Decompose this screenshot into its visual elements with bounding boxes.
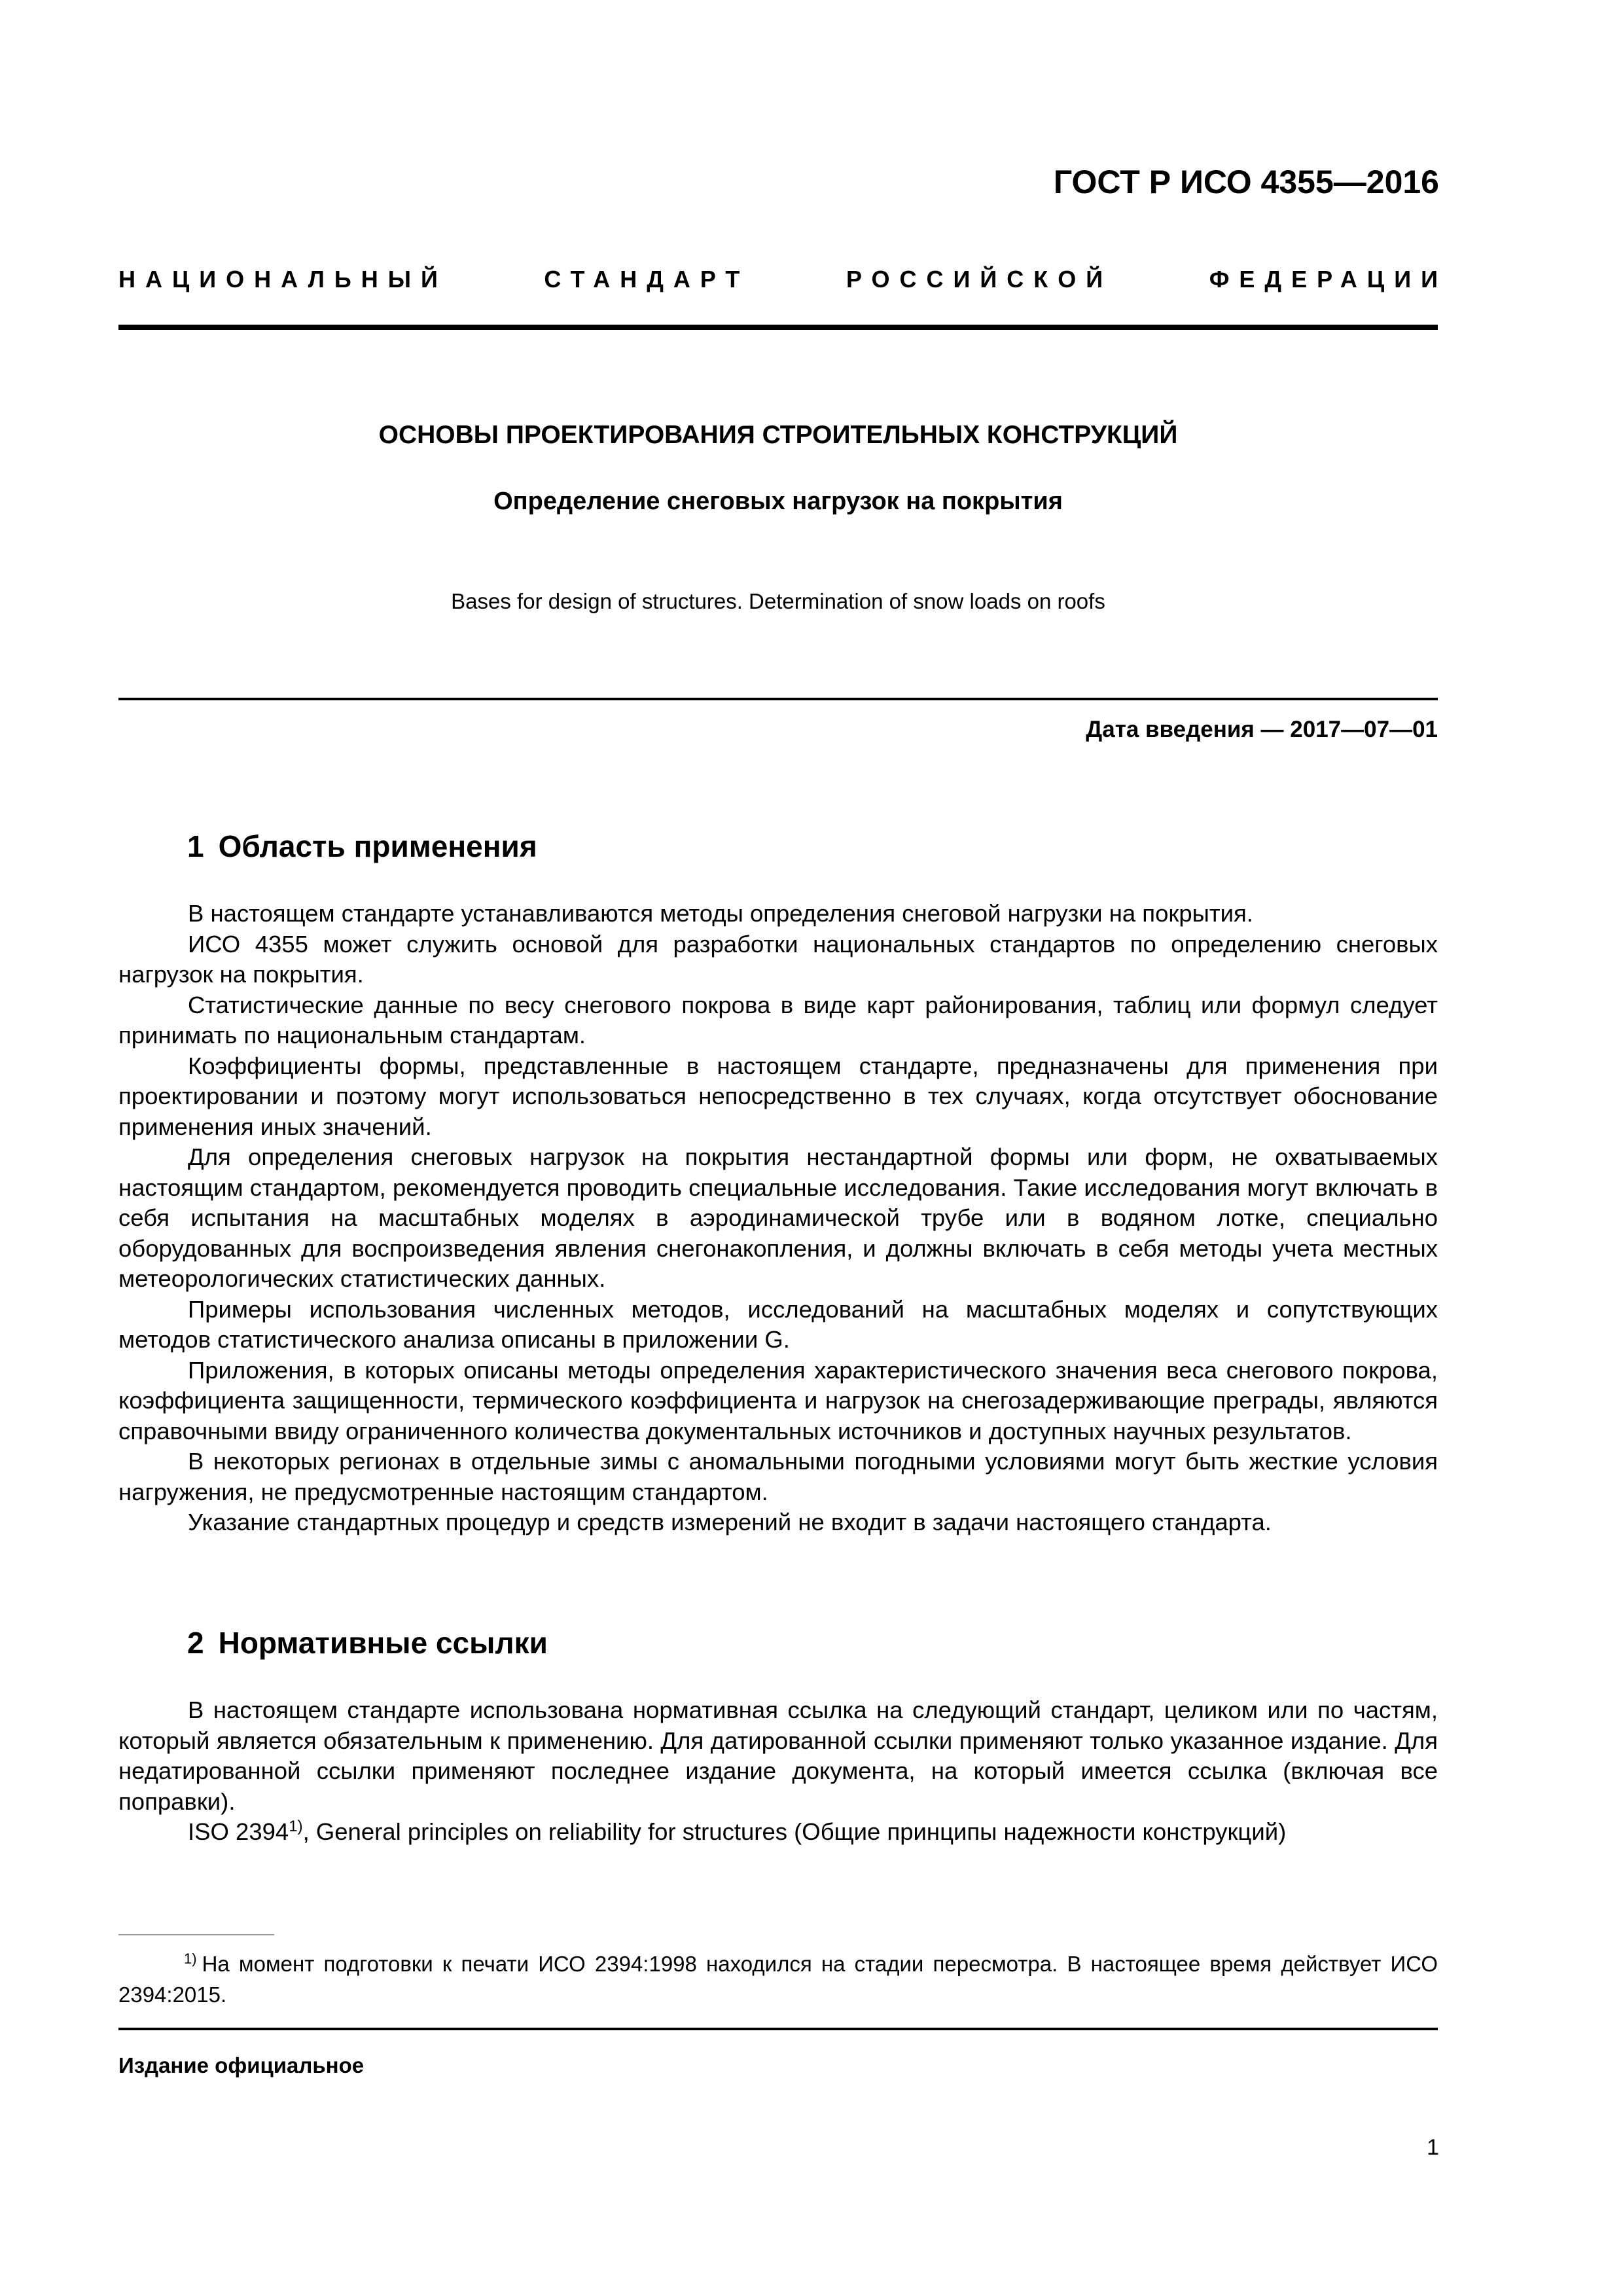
footnote-text: На момент подготовки к печати ИСО 2394:1998 находился на стадии пересмотра. В настоящее время действует ИСО 2394:2015. xyxy=(118,1952,1438,2007)
reference-code: ISO 2394 xyxy=(188,1818,289,1845)
section-1-heading xyxy=(187,829,537,864)
footnote-divider xyxy=(118,1934,274,1935)
paragraph: Примеры использования численных методов, исследований на масштабных моделях и сопутствующих методов статистического анализа описаны в приложении G. xyxy=(118,1295,1438,1353)
document-title: ОСНОВЫ ПРОЕКТИРОВАНИЯ СТРОИТЕЛЬНЫХ КОНСТРУКЦИЙ xyxy=(378,421,1178,449)
paragraph: Статистические данные по весу снегового покрова в виде карт районирования, таблиц или формул следует принимать по национальным стандартам. xyxy=(118,991,1438,1049)
footnote xyxy=(118,1948,1438,2010)
section-number: 2 xyxy=(187,1626,204,1660)
paragraph: Указание стандартных процедур и средств измерений не входит в задачи настоящего стандарта. xyxy=(188,1509,1272,1535)
section-title: Нормативные ссылки xyxy=(218,1626,548,1660)
national-title-word: НАЦИОНАЛЬНЫЙ xyxy=(118,266,448,293)
paragraph: Приложения, в которых описаны методы определения характеристического значения веса снегового покрова, коэффициента защищенности, термического коэффициента и нагрузок на снегозадерживающие преграды, являются справочными ввиду ограниченного количества документальных источников и доступных научных результатов. xyxy=(118,1356,1438,1444)
title-divider xyxy=(118,698,1438,700)
section-title: Область применения xyxy=(218,829,537,863)
paragraph: В настоящем стандарте устанавливаются методы определения снеговой нагрузки на покрытия. xyxy=(188,900,1253,927)
national-title-word: СТАНДАРТ xyxy=(544,266,750,293)
paragraph: ИСО 4355 может служить основой для разработки национальных стандартов по определению снеговых нагрузок на покрытия. xyxy=(118,930,1438,988)
national-title-word: ФЕДЕРАЦИИ xyxy=(1209,266,1448,293)
document-number: ГОСТ Р ИСО 4355—2016 xyxy=(1053,164,1439,200)
footnote-marker: 1) xyxy=(289,1817,303,1835)
paragraph: В настоящем стандарте использована нормативная ссылка на следующий стандарт, целиком или по частям, который является обязательным к применению. Для датированной ссылки применяют только указанное издание. Для недатированной ссылки применяют последнее издание документа, на который имеется ссылка (включая все поправки). xyxy=(118,1696,1438,1815)
header-divider xyxy=(118,325,1438,330)
section-2-heading xyxy=(187,1625,548,1660)
footnote-marker: 1) xyxy=(184,1950,197,1967)
page-number: 1 xyxy=(1427,2135,1439,2160)
edition-label: Издание официальное xyxy=(118,2053,365,2077)
footer-divider xyxy=(118,2028,1438,2030)
paragraph: Для определения снеговых нагрузок на покрытия нестандартной формы или форм, не охватываемых настоящим стандартом, рекомендуется проводить специальные исследования. Такие исследования могут включать в себя испытания на масштабных моделях в аэродинамической трубе или в водяном лотке, специально оборудованных для воспроизведения явления снегонакопления, и должны включать в себя методы учета местных метеорологических статистических данных. xyxy=(118,1143,1438,1292)
normative-reference xyxy=(118,1817,1438,1848)
document-subtitle: Определение снеговых нагрузок на покрытия xyxy=(493,488,1063,515)
english-title: Bases for design of structures. Determination of snow loads on roofs xyxy=(451,589,1105,613)
introduction-date: Дата введения — 2017—07—01 xyxy=(1086,717,1438,742)
national-standard-title xyxy=(118,266,1448,293)
paragraph: Коэффициенты формы, представленные в настоящем стандарте, предназначены для применения при проектировании и поэтому могут использоваться непосредственно в тех случаях, когда отсутствует обоснование применения иных значений. xyxy=(118,1052,1438,1140)
section-1-body xyxy=(118,899,1438,1538)
reference-text: , General principles on reliability for structures (Общие принципы надежности конструкций) xyxy=(302,1818,1287,1845)
section-2-body xyxy=(118,1695,1438,1848)
section-number: 1 xyxy=(187,829,204,863)
paragraph: В некоторых регионах в отдельные зимы с аномальными погодными условиями могут быть жесткие условия нагружения, не предусмотренные настоящим стандартом. xyxy=(118,1448,1438,1505)
national-title-word: РОССИЙСКОЙ xyxy=(846,266,1113,293)
